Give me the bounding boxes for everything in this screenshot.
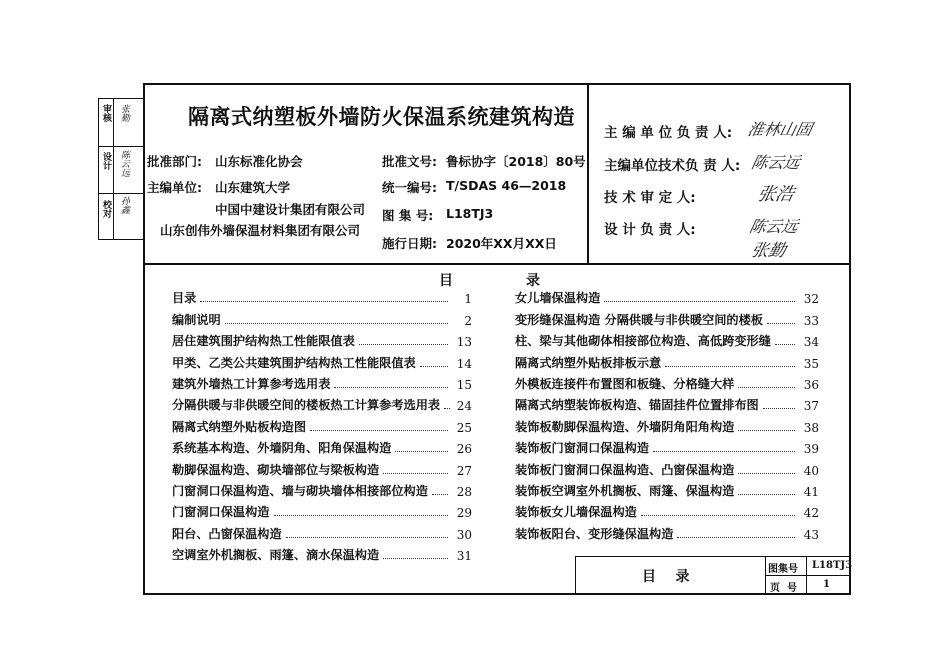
toc-leader-dots [763,408,795,409]
toc-entry-title: 隔离式纳塑外贴板构造图 [172,419,307,434]
title-block-atlas-value: L18TJ3 [812,560,853,571]
toc-entry [172,542,472,563]
toc-entry [172,478,472,499]
toc-entry-title: 装饰板门窗洞口保温构造、凸窗保温构造 [515,462,735,477]
editor-label: 主编单位: [147,180,202,195]
toc-heading-right: 录 [526,273,540,289]
toc-entry-title: 居住建筑围护结构热工性能限值表 [172,334,355,349]
toc-entry [172,392,472,413]
editor-unit: 山东创伟外墙保温材料集团有限公司 [160,223,361,238]
toc-entry-page: 31 [456,549,472,564]
toc-entry [515,413,819,434]
toc-leader-dots [274,515,449,516]
toc-leader-dots [359,344,448,345]
toc-entry [172,435,472,456]
toc-entry [515,478,819,499]
sidebar-signature: 孙鑫 [119,196,129,214]
toc-entry-title: 隔离式纳塑装饰板构造、锚固挂件位置排布图 [515,398,759,413]
toc-entry-page: 14 [456,356,472,371]
toc-leader-dots [653,451,795,452]
effective-label: 施行日期: [382,236,437,251]
approval-doc-label: 批准文号: [382,154,437,169]
toc-leader-dots [420,366,448,367]
toc-entry-title: 装饰板女儿墙保温构造 [515,505,637,520]
header-divider [587,84,589,264]
toc-entry-page: 28 [456,484,472,499]
approval-dept: 山东标准化协会 [215,154,303,169]
signature: 陈云远 [747,217,800,236]
sidebar-divider [113,98,114,240]
toc-entry-title: 女儿墙保温构造 [515,291,601,306]
toc-entry-page: 26 [456,442,472,457]
toc-entry [515,328,819,349]
toc-entry-page: 36 [803,377,819,392]
toc-leader-dots [334,387,448,388]
toc-entry-title: 编制说明 [172,312,221,327]
toc-entry-title: 变形缝保温构造 分隔供暖与非供暖空间的楼板 [515,312,763,327]
toc-entry-title: 门窗洞口保温构造、墙与砌块墙体相接部位构造 [172,483,428,498]
toc-entry [515,371,819,392]
toc-entry-title: 甲类、乙类公共建筑围护结构热工性能限值表 [172,355,416,370]
title-block-divider [765,575,851,576]
toc-leader-dots [444,408,450,409]
toc-entry-page: 37 [803,399,819,414]
toc-entry-page: 42 [803,506,819,521]
toc-leader-dots [286,537,448,538]
toc-entry-page: 39 [803,442,819,457]
toc-entry [515,392,819,413]
toc-entry-title: 勒脚保温构造、砌块墙部位与梁板构造 [172,462,380,477]
toc-heading-left: 目 [439,273,453,289]
toc-leader-dots [432,494,448,495]
toc-entry [172,328,472,349]
toc-entry [515,499,819,520]
sidebar-signature: 陈云远 [119,150,129,177]
toc-entry-page: 30 [456,527,472,542]
toc-leader-dots [738,473,795,474]
toc-entry [515,349,819,370]
toc-entry-page: 32 [803,292,819,307]
toc-entry-title: 装饰板空调室外机搁板、雨篷、保温构造 [515,483,735,498]
toc-entry [515,456,819,477]
toc-left-column [172,285,472,563]
toc-entry [172,520,472,541]
title-block-page-value: 1 [823,579,830,590]
toc-entry-page: 35 [803,356,819,371]
toc-leader-dots [767,323,795,324]
approval-doc: 鲁标协字〔2018〕80号 [446,154,586,169]
signature: 陈云远 [749,153,802,172]
toc-entry [172,371,472,392]
toc-entry-title: 系统基本构造、外墙阴角、阳角保温构造 [172,441,392,456]
toc-entry-page: 34 [803,335,819,350]
toc-entry-title: 空调室外机搁板、雨篷、滴水保温构造 [172,548,380,563]
atlas-no: L18TJ3 [446,206,494,221]
toc-leader-dots [641,515,795,516]
toc-entry-title: 装饰板阳台、变形缝保温构造 [515,526,674,541]
toc-entry [515,520,819,541]
toc-entry-page: 33 [803,313,819,328]
toc-entry [172,306,472,327]
title-block-page-label: 页 号 [770,583,797,594]
sidebar-label-design: 设计 [101,152,111,170]
signature: 淮林山固 [745,120,814,139]
effective-date: 2020年XX月XX日 [446,236,557,251]
toc-entry-page: 25 [456,420,472,435]
toc-entry-page: 2 [464,313,472,328]
toc-entry-title: 建筑外墙热工计算参考选用表 [172,376,331,391]
toc-entry [172,413,472,434]
toc-entry-title: 柱、梁与其他砌体相接部位构造、高低跨变形缝 [515,334,771,349]
toc-leader-dots [677,537,795,538]
toc-leader-dots [738,494,795,495]
toc-entry-page: 15 [456,377,472,392]
toc-entry [515,435,819,456]
toc-entry-page: 43 [803,527,819,542]
sidebar-divider [98,193,143,194]
document-title: 隔离式纳塑板外墙防火保温系统建筑构造 [188,105,575,129]
responsibility-label: 主 编 单 位 负 责 人: [604,125,733,141]
toc-leader-dots [200,301,448,302]
sidebar-label-review: 审核 [101,104,111,122]
toc-leader-dots [383,558,448,559]
unified-no: T/SDAS 46—2018 [446,178,567,193]
responsibility-label: 主编单位技术负 责 人: [604,158,741,174]
toc-entry-page: 1 [464,292,472,307]
toc-entry [172,349,472,370]
toc-entry-title: 装饰板门窗洞口保温构造 [515,441,650,456]
toc-leader-dots [604,301,795,302]
toc-entry-title: 外模板连接件布置图和板缝、分格缝大样 [515,376,735,391]
toc-right-column [515,285,819,542]
toc-leader-dots [738,430,795,431]
toc-entry [172,499,472,520]
toc-entry-title: 装饰板勒脚保温构造、外墙阴角阳角构造 [515,419,735,434]
approval-dept-label: 批准部门: [147,154,202,169]
toc-leader-dots [395,451,448,452]
editor-unit: 山东建筑大学 [215,180,291,195]
toc-leader-dots [775,344,795,345]
toc-entry-title: 隔离式纳塑外贴板排板示意 [515,355,662,370]
toc-entry [172,285,472,306]
signature: 张浩 [755,184,796,205]
toc-entry-title: 阳台、凸窗保温构造 [172,526,282,541]
toc-entry-page: 13 [456,335,472,350]
toc-entry-page: 29 [456,506,472,521]
toc-entry-title: 门窗洞口保温构造 [172,505,270,520]
toc-leader-dots [310,430,448,431]
toc-entry-title: 分隔供暖与非供暖空间的楼板热工计算参考选用表 [172,398,441,413]
responsibility-label: 设 计 负 责 人: [604,222,696,238]
title-block-name: 目 录 [642,569,690,585]
sidebar-signature: 张勤 [119,104,129,122]
toc-entry-page: 40 [803,463,819,478]
toc-leader-dots [225,323,448,324]
toc-entry-page: 41 [803,484,819,499]
unified-no-label: 统一编号: [382,180,437,195]
header-bottom-line [143,263,851,265]
responsibility-label: 技 术 审 定 人: [604,190,696,206]
toc-entry [515,306,819,327]
editor-unit: 中国中建设计集团有限公司 [215,202,366,217]
toc-entry-page: 38 [803,420,819,435]
toc-leader-dots [383,473,448,474]
toc-leader-dots [665,366,795,367]
signature: 张勤 [749,241,788,261]
toc-entry-page: 24 [456,399,472,414]
toc-leader-dots [738,387,795,388]
toc-entry [515,285,819,306]
sidebar-divider [98,146,143,147]
sidebar-label-proofread: 校对 [101,200,111,218]
title-block-atlas-label: 图集号 [768,564,798,575]
toc-entry [172,456,472,477]
atlas-no-label: 图 集 号: [382,208,434,223]
toc-entry-page: 27 [456,463,472,478]
toc-entry-title: 目录 [172,291,197,306]
